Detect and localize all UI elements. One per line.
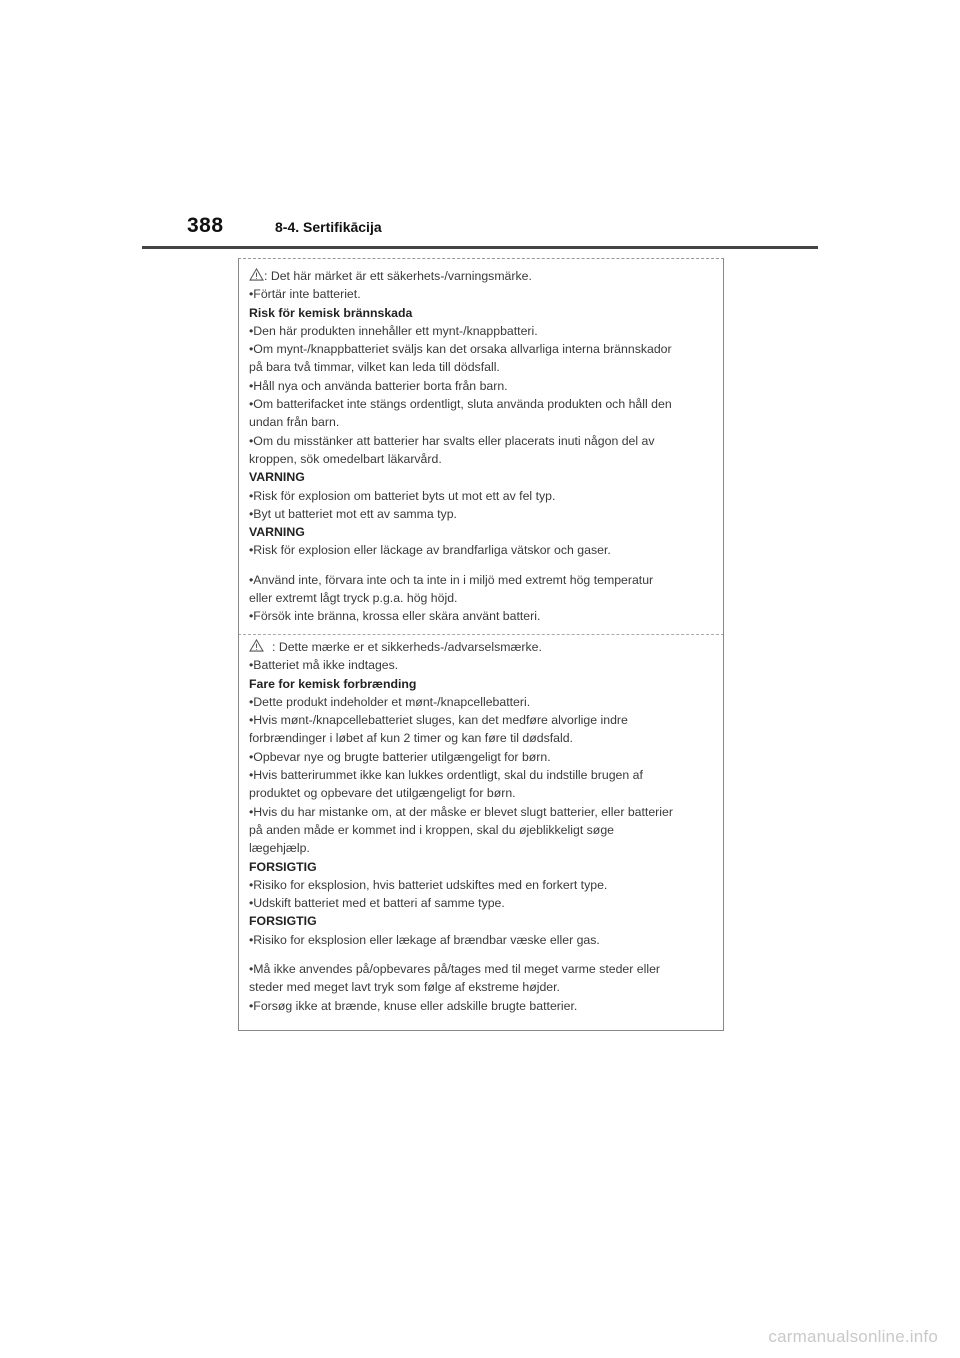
warning-line bbox=[249, 395, 711, 413]
warning-line-text: •Risiko for eksplosion, hvis batteriet udskiftes med en forkert type. bbox=[249, 877, 608, 892]
warning-line-text: •Den här produkten innehåller ett mynt-/knappbatteri. bbox=[249, 323, 538, 338]
warning-line bbox=[249, 978, 711, 996]
warning-line bbox=[249, 413, 711, 431]
warning-line-text: •Risk för explosion om batteriet byts ut mot ett av fel typ. bbox=[249, 488, 556, 503]
warning-line bbox=[249, 931, 711, 949]
warning-heading bbox=[249, 858, 711, 876]
warning-line-text: •Opbevar nye og brugte batterier utilgængeligt for børn. bbox=[249, 749, 551, 764]
warning-line-text: •Använd inte, förvara inte och ta inte in i miljö med extremt hög temperatur bbox=[249, 572, 654, 587]
warning-line bbox=[249, 432, 711, 450]
warning-line-text: steder med meget lavt tryk som følge af ekstreme højder. bbox=[249, 980, 560, 995]
warning-line-text: VARNING bbox=[249, 470, 305, 485]
warning-line bbox=[249, 340, 711, 358]
warning-line bbox=[249, 589, 711, 607]
warning-line-text: •Risiko for eksplosion eller lækage af brændbar væske eller gas. bbox=[249, 932, 600, 947]
paragraph-gap bbox=[249, 949, 711, 960]
paragraph-gap bbox=[249, 560, 711, 571]
warning-line-text: •Risk för explosion eller läckage av brandfarliga vätskor och gaser. bbox=[249, 543, 611, 558]
warning-line-text: FORSIGTIG bbox=[249, 914, 317, 929]
warning-line bbox=[249, 960, 711, 978]
warning-line bbox=[249, 803, 711, 821]
warning-line-text: •Forsøg ikke at brænde, knuse eller adskille brugte batterier. bbox=[249, 998, 578, 1013]
warning-line bbox=[249, 267, 711, 285]
warning-line bbox=[249, 711, 711, 729]
warning-line-text: •Hvis mønt-/knapcellebatteriet sluges, kan det medføre alvorlige indre bbox=[249, 713, 628, 728]
warning-line bbox=[249, 322, 711, 340]
warning-line bbox=[249, 729, 711, 747]
danish-warning-box bbox=[238, 634, 724, 1031]
warning-line-text: undan från barn. bbox=[249, 415, 340, 430]
warning-line bbox=[249, 541, 711, 559]
warning-line-text: •Hvis batterirummet ikke kan lukkes ordentligt, skal du indstille brugen af bbox=[249, 768, 643, 783]
warning-line-text: •Håll nya och använda batterier borta från barn. bbox=[249, 378, 508, 393]
warning-line-text: •Försök inte bränna, krossa eller skära använt batteri. bbox=[249, 609, 541, 624]
warning-line-text: •Hvis du har mistanke om, at der måske er blevet slugt batterier, eller batterier bbox=[249, 804, 673, 819]
warning-line bbox=[249, 784, 711, 802]
warning-line bbox=[249, 450, 711, 468]
warning-line-text: •Om mynt-/knappbatteriet sväljs kan det orsaka allvarliga interna brännskador bbox=[249, 342, 672, 357]
warning-line-text: •Om du misstänker att batterier har svalts eller placerats inuti någon del av bbox=[249, 433, 655, 448]
page-number: 388 bbox=[187, 214, 224, 237]
warning-line bbox=[249, 821, 711, 839]
warning-line-text: : Det här märket är ett säkerhets-/varningsmärke. bbox=[264, 269, 532, 283]
page-header bbox=[142, 212, 818, 249]
watermark: carmanualsonline.info bbox=[768, 1327, 938, 1346]
warning-line-text: FORSIGTIG bbox=[249, 859, 317, 874]
warning-line bbox=[249, 693, 711, 711]
swedish-warning-text bbox=[249, 267, 711, 626]
warning-line bbox=[249, 997, 711, 1015]
warning-line bbox=[249, 607, 711, 625]
warning-line-text: lægehjælp. bbox=[249, 841, 310, 856]
warning-line-text: : Dette mærke er et sikkerheds-/advarselsmærke. bbox=[272, 640, 542, 654]
warning-line-text: •Udskift batteriet med et batteri af samme type. bbox=[249, 896, 505, 911]
warning-line bbox=[249, 377, 711, 395]
warning-line bbox=[249, 358, 711, 376]
warning-line bbox=[249, 876, 711, 894]
warning-triangle-icon bbox=[249, 639, 264, 652]
warning-line-text: på anden måde er kommet ind i kroppen, skal du øjeblikkeligt søge bbox=[249, 822, 614, 837]
warning-line bbox=[249, 571, 711, 589]
warning-line-text: •Om batterifacket inte stängs ordentligt, sluta använda produkten och håll den bbox=[249, 397, 672, 412]
warning-line-text: på bara två timmar, vilket kan leda till dödsfall. bbox=[249, 360, 500, 375]
warning-heading bbox=[249, 675, 711, 693]
warning-line-text: •Förtär inte batteriet. bbox=[249, 287, 361, 302]
warning-triangle-icon bbox=[249, 268, 264, 281]
warning-line bbox=[249, 285, 711, 303]
warning-line-text: •Batteriet må ikke indtages. bbox=[249, 658, 399, 673]
warning-line bbox=[249, 505, 711, 523]
section-title: 8-4. Sertifikācija bbox=[275, 219, 382, 235]
warning-heading bbox=[249, 304, 711, 322]
warning-line-text: Risk för kemisk brännskada bbox=[249, 305, 413, 320]
warning-line-text: VARNING bbox=[249, 525, 305, 540]
warning-heading bbox=[249, 468, 711, 486]
warning-line-text: produktet og opbevare det utilgængeligt for børn. bbox=[249, 786, 516, 801]
warning-line bbox=[249, 839, 711, 857]
warning-line-text: kroppen, sök omedelbart läkarvård. bbox=[249, 451, 442, 466]
warning-line bbox=[249, 894, 711, 912]
danish-warning-text bbox=[249, 638, 711, 1015]
swedish-warning-box bbox=[238, 258, 724, 635]
warning-line-text: eller extremt lågt tryck p.g.a. hög höjd. bbox=[249, 591, 458, 606]
warning-line bbox=[249, 748, 711, 766]
warning-line-text: Fare for kemisk forbrænding bbox=[249, 676, 417, 691]
warning-line bbox=[249, 487, 711, 505]
warning-heading bbox=[249, 523, 711, 541]
warning-line-text: •Byt ut batteriet mot ett av samma typ. bbox=[249, 506, 457, 521]
warning-heading bbox=[249, 912, 711, 930]
warning-line bbox=[249, 656, 711, 674]
warning-line-text: •Dette produkt indeholder et mønt-/knapcellebatteri. bbox=[249, 694, 531, 709]
warning-line bbox=[249, 638, 711, 656]
warning-line bbox=[249, 766, 711, 784]
warning-line-text: forbrændinger i løbet af kun 2 timer og kan føre til dødsfald. bbox=[249, 731, 573, 746]
warning-line-text: •Må ikke anvendes på/opbevares på/tages med til meget varme steder eller bbox=[249, 962, 661, 977]
